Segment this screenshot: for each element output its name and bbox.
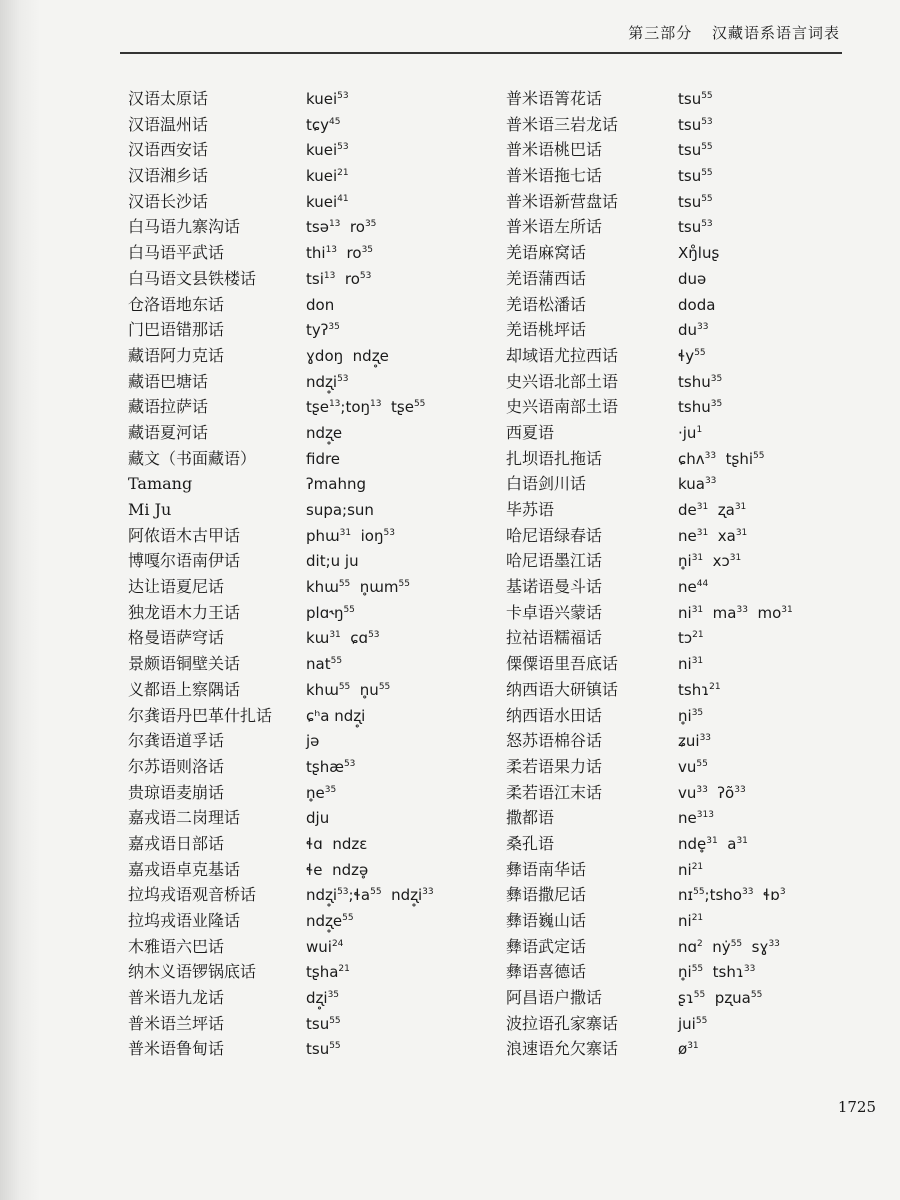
entry-row <box>128 679 468 705</box>
entry-row <box>506 602 846 628</box>
word-form: nɪ$^{55}$;tsho$^{33}$ ɬɒ$^3$ <box>678 886 786 905</box>
entry-row <box>506 653 846 679</box>
language-name: 藏语巴塘话 <box>128 371 209 391</box>
word-form: ʔmahng <box>306 475 366 494</box>
entry-row <box>506 756 846 782</box>
language-name: 普米语鲁甸话 <box>128 1039 225 1059</box>
word-form: tsu$^{55}$ <box>306 1040 341 1059</box>
page-edge-shadow <box>0 0 40 1200</box>
word-form: $ne^{313}$ <box>678 809 714 828</box>
entry-row <box>506 807 846 833</box>
word-form: $de^{31}$ ʐa$^{31}$ <box>678 501 747 519</box>
word-form: phɯ$^{31}$ ioŋ$^{53}$ <box>306 526 395 545</box>
language-name: 普米语新营盘话 <box>506 191 619 211</box>
entry-row <box>128 859 468 885</box>
entry-row <box>506 422 846 448</box>
entry-row <box>128 371 468 397</box>
entry-row <box>506 371 846 397</box>
word-form: $ni^{21}$ <box>678 912 704 930</box>
word-form: supa;sun <box>306 501 374 519</box>
language-name: 普米语兰坪话 <box>128 1013 225 1033</box>
language-name: 博嘎尔语南伊话 <box>128 551 241 571</box>
entry-row <box>128 807 468 833</box>
language-name: Mi Ju <box>128 500 172 519</box>
language-name: 普米语三岩龙话 <box>506 114 619 134</box>
entry-row <box>128 987 468 1013</box>
entry-row <box>506 961 846 987</box>
language-name: 嘉戎语二岗理话 <box>128 808 241 828</box>
entry-row <box>506 936 846 962</box>
entry-row <box>128 114 468 140</box>
word-form: tsə$^{13}$ $ro^{35}$ <box>306 218 377 237</box>
entry-row <box>128 1038 468 1064</box>
word-form: ɕhʌ$^{33}$ tʂhi$^{55}$ <box>678 449 765 468</box>
language-name: 拉祜语糯福话 <box>506 628 603 648</box>
language-name: 浪速语允欠寨话 <box>506 1039 619 1059</box>
word-form: don <box>306 295 335 314</box>
word-form: $ndʐ̥e^{55}$ <box>306 912 354 930</box>
word-form: jui$^{55}$ <box>678 1014 708 1033</box>
language-name: 汉语湘乡话 <box>128 166 209 186</box>
entry-row <box>128 936 468 962</box>
language-name: 波拉语孔家寨话 <box>506 1013 619 1033</box>
language-name: 普米语左所话 <box>506 217 603 237</box>
language-name: 基诺语曼斗话 <box>506 577 603 597</box>
entry-row <box>506 730 846 756</box>
language-name: 藏语夏河话 <box>128 422 209 442</box>
word-form: kuei$^{21}$ <box>306 167 349 186</box>
language-name: 汉语西安话 <box>128 140 209 160</box>
word-form: ɬy$^{55}$ <box>678 346 706 365</box>
language-name: 汉语温州话 <box>128 114 209 134</box>
language-name: 彝语喜德话 <box>506 962 587 982</box>
entry-row <box>506 114 846 140</box>
language-name: 拉坞戎语业隆话 <box>128 911 241 930</box>
word-form: doda <box>678 295 716 314</box>
language-name: 独龙语木力王话 <box>128 602 241 622</box>
header-part: 第三部分 <box>628 24 693 42</box>
word-form: tshɿ$^{21}$ <box>678 680 721 699</box>
language-name: 汉语长沙话 <box>128 191 209 211</box>
language-name: 贵琼语麦崩话 <box>128 782 225 802</box>
language-name: 普米语九龙话 <box>128 988 225 1008</box>
language-name: 藏语阿力克话 <box>128 345 225 365</box>
language-name: 彝语巍山话 <box>506 911 587 930</box>
word-form: ndʐ̥e <box>306 423 343 442</box>
language-name: 傈僳语里吾底话 <box>506 654 619 674</box>
word-form: $plɑ˞ŋ^{55}$ <box>306 603 355 622</box>
word-form: $n̥i^{31}$ xɔ$^{31}$ <box>678 552 742 571</box>
word-form: $dʐ̥i^{35}$ <box>306 989 340 1008</box>
word-form: kua$^{33}$ <box>678 475 717 494</box>
entry-row <box>506 139 846 165</box>
language-name: 藏语拉萨话 <box>128 397 209 417</box>
entry-row <box>128 165 468 191</box>
entry-row <box>128 216 468 242</box>
entry-row <box>128 730 468 756</box>
entry-row <box>506 165 846 191</box>
entry-row <box>506 679 846 705</box>
entry-row <box>128 242 468 268</box>
entry-row <box>128 961 468 987</box>
word-form: kuei$^{41}$ <box>306 192 349 211</box>
language-name: 白马语文县铁楼话 <box>128 268 257 288</box>
language-name: 嘉戎语日部话 <box>128 833 225 853</box>
entry-row <box>506 782 846 808</box>
entry-row <box>128 884 468 910</box>
entry-row <box>506 833 846 859</box>
entry-row <box>506 705 846 731</box>
language-name: 汉语太原话 <box>128 89 209 108</box>
language-name: 羌语麻窝话 <box>506 243 587 263</box>
language-name: 尔苏语则洛话 <box>128 756 225 776</box>
word-form: tshu$^{35}$ <box>678 398 723 417</box>
word-form: tʂhæ$^{53}$ <box>306 757 356 776</box>
entry-row <box>506 1013 846 1039</box>
entry-row <box>128 550 468 576</box>
language-name: 阿昌语户撒话 <box>506 988 603 1008</box>
language-name: 门巴语错那话 <box>128 320 225 340</box>
word-form: $du^{33}$ <box>678 321 709 340</box>
word-form: tsu$^{53}$ <box>678 115 713 134</box>
language-name: 史兴语南部土语 <box>506 397 619 417</box>
entry-row <box>506 268 846 294</box>
entry-row <box>506 576 846 602</box>
language-name: 毕苏语 <box>506 500 555 519</box>
word-form: ɕʰa ndʐ̥i <box>306 706 366 725</box>
header-rule <box>120 52 842 54</box>
entry-row <box>506 525 846 551</box>
word-form: khɯ$^{55}$ $n̥u^{55}$ <box>306 680 391 699</box>
entry-row <box>128 627 468 653</box>
entry-row <box>506 448 846 474</box>
language-name: 达让语夏尼话 <box>128 577 225 597</box>
entry-row <box>128 473 468 499</box>
entry-row <box>128 705 468 731</box>
word-form: fidre <box>306 449 341 468</box>
entry-row <box>506 859 846 885</box>
word-form: $vu^{55}$ <box>678 757 708 776</box>
language-name: 普米语箐花话 <box>506 89 603 108</box>
right-column <box>506 88 846 1064</box>
entry-row <box>128 602 468 628</box>
language-name: 白马语平武话 <box>128 243 225 263</box>
entry-row <box>128 294 468 320</box>
word-form: tsu$^{55}$ <box>678 192 713 211</box>
word-form: tsi$^{13}$ $ro^{53}$ <box>306 269 372 288</box>
entry-row <box>506 473 846 499</box>
language-name: 白语剑川话 <box>506 474 587 494</box>
entry-row <box>506 987 846 1013</box>
entry-row <box>128 653 468 679</box>
word-form: tsu$^{55}$ <box>678 141 713 160</box>
word-form: $n̥i^{35}$ <box>678 706 704 725</box>
word-form: Xŋ̊luʂ <box>678 244 720 263</box>
language-name: 木雅语六巴话 <box>128 936 225 956</box>
word-form: tsu$^{55}$ <box>306 1014 341 1033</box>
language-name: 嘉戎语卓克基话 <box>128 859 241 879</box>
word-form: tɕy$^{45}$ <box>306 115 341 134</box>
word-form: tshu$^{35}$ <box>678 372 723 391</box>
entry-row <box>128 268 468 294</box>
entry-row <box>128 422 468 448</box>
word-form: wui$^{24}$ <box>306 937 344 956</box>
word-form: $ni^{31}$ $ma^{33}$ $mo^{31}$ <box>678 603 793 622</box>
language-name: 羌语蒲西话 <box>506 268 587 288</box>
word-form: nɑ$^2$ nẏ$^{55}$ sɣ$^{33}$ <box>678 937 780 956</box>
word-form: tsu$^{55}$ <box>678 167 713 186</box>
language-name: 景颇语铜壁关话 <box>128 654 241 674</box>
word-form: tʂha$^{21}$ <box>306 963 350 982</box>
entry-row <box>128 139 468 165</box>
entry-row <box>506 550 846 576</box>
language-name: 彝语武定话 <box>506 936 587 956</box>
page-number: 1725 <box>837 1098 876 1116</box>
entry-row <box>128 191 468 217</box>
language-name: 柔若语果力话 <box>506 756 603 776</box>
word-form: duə <box>678 269 707 288</box>
word-form: $\cdot ju^1$ <box>678 423 703 442</box>
word-form: $vu^{33}$ ʔõ$^{33}$ <box>678 783 746 802</box>
language-name: 纳西语水田话 <box>506 705 603 725</box>
entry-row <box>506 499 846 525</box>
entry-row <box>128 345 468 371</box>
word-form: ʂɿ$^{55}$ pʐua$^{55}$ <box>678 989 763 1008</box>
language-name: 扎坝语扎拖话 <box>506 448 603 468</box>
language-name: 羌语松潘话 <box>506 294 587 314</box>
entry-row <box>128 576 468 602</box>
entry-row <box>128 1013 468 1039</box>
word-form: $n̥i^{55}$ tshɿ$^{33}$ <box>678 963 756 982</box>
entry-row <box>506 396 846 422</box>
language-name: 普米语桃巴话 <box>506 140 603 160</box>
language-name: 彝语南华话 <box>506 859 587 879</box>
word-form: nat$^{55}$ <box>306 655 343 674</box>
entry-row <box>128 782 468 808</box>
word-form: $ne^{31}$ $xa^{31}$ <box>678 526 748 545</box>
entry-row <box>506 88 846 114</box>
entry-row <box>506 319 846 345</box>
entry-row <box>506 1038 846 1064</box>
word-form: $ni^{21}$ <box>678 860 704 879</box>
word-form: dju <box>306 809 330 828</box>
language-name: 义都语上察隅话 <box>128 679 241 699</box>
word-form: khɯ$^{55}$ n̥ɯm$^{55}$ <box>306 578 410 597</box>
language-name: 哈尼语绿春话 <box>506 525 603 545</box>
language-name: 格曼语萨穹话 <box>128 628 225 648</box>
word-form: tɔ$^{21}$ <box>678 629 704 648</box>
word-form: tyʔ$^{35}$ <box>306 321 340 340</box>
left-column <box>128 88 468 1064</box>
language-name: 藏文（书面藏语） <box>128 448 257 468</box>
entry-row <box>506 242 846 268</box>
language-name: 怒苏语棉谷话 <box>506 731 603 751</box>
language-name: 哈尼语墨江话 <box>506 551 603 571</box>
entry-row <box>506 884 846 910</box>
word-form: nde̥$^{31}$ $a^{31}$ <box>678 834 748 853</box>
language-name: 羌语桃坪话 <box>506 320 587 340</box>
word-form: ɬe ndzə̥ <box>306 860 369 879</box>
language-name: 桑孔语 <box>506 833 555 853</box>
word-form: $n̥e^{35}$ <box>306 783 337 802</box>
language-name: 拉坞戎语观音桥话 <box>128 885 257 905</box>
entry-row <box>506 345 846 371</box>
word-form: ɬɑ ndzɛ <box>306 834 368 853</box>
language-name: 尔龚语道孚话 <box>128 731 225 751</box>
entry-row <box>128 88 468 114</box>
language-name: 却域语尤拉西话 <box>506 345 619 365</box>
word-form: ʑui$^{33}$ <box>678 732 712 751</box>
language-name: 西夏语 <box>506 422 555 442</box>
language-name: Tamang <box>128 474 193 494</box>
language-name: 仓洛语地东话 <box>128 294 225 314</box>
word-form: tʂe$^{13}$;toŋ$^{13}$ tʂe$^{55}$ <box>306 398 426 417</box>
word-form: $ndʐ̥i^{53}$ <box>306 372 349 391</box>
entry-row <box>506 627 846 653</box>
language-name: 纳木义语锣锅底话 <box>128 962 257 982</box>
entry-row <box>128 396 468 422</box>
entry-row <box>506 191 846 217</box>
word-form: $ne^{44}$ <box>678 578 709 597</box>
language-name: 彝语撒尼话 <box>506 885 587 905</box>
word-form: kɯ$^{31}$ ɕɑ$^{53}$ <box>306 629 380 648</box>
entry-row <box>506 910 846 936</box>
entry-row <box>128 833 468 859</box>
language-name: 史兴语北部土语 <box>506 371 619 391</box>
entry-row <box>128 319 468 345</box>
entry-row <box>128 448 468 474</box>
word-form: tsu$^{53}$ <box>678 218 713 237</box>
word-form: ɣdoŋ ndʐ̥e <box>306 346 389 365</box>
language-name: 柔若语江末话 <box>506 782 603 802</box>
entry-row <box>506 294 846 320</box>
word-form: $ø^{31}$ <box>678 1040 699 1059</box>
entry-row <box>128 910 468 936</box>
word-form: jə <box>306 732 320 751</box>
entry-row <box>128 525 468 551</box>
header-title: 汉藏语系语言词表 <box>711 24 840 42</box>
language-name: 卡卓语兴蒙话 <box>506 602 603 622</box>
entry-row <box>128 499 468 525</box>
language-name: 纳西语大研镇话 <box>506 679 619 699</box>
language-name: 撒都语 <box>506 808 555 828</box>
entry-row <box>506 216 846 242</box>
language-name: 尔龚语丹巴革什扎话 <box>128 705 273 725</box>
running-header <box>614 22 840 43</box>
word-form: $ndʐ̥i^{53};ɬa^{55}$ $ndʐ̥i^{33}$ <box>306 886 434 905</box>
word-form: $ni^{31}$ <box>678 655 704 674</box>
language-name: 阿侬语木古甲话 <box>128 525 241 545</box>
language-name: 白马语九寨沟话 <box>128 217 241 237</box>
word-form: kuei$^{53}$ <box>306 141 349 160</box>
word-form: kuei$^{53}$ <box>306 90 349 108</box>
language-name: 普米语拖七话 <box>506 166 603 186</box>
word-form: thi$^{13}$ $ro^{35}$ <box>306 244 374 263</box>
word-form: tsu$^{55}$ <box>678 90 713 108</box>
entry-row <box>128 756 468 782</box>
word-form: dit;u ju <box>306 552 359 571</box>
